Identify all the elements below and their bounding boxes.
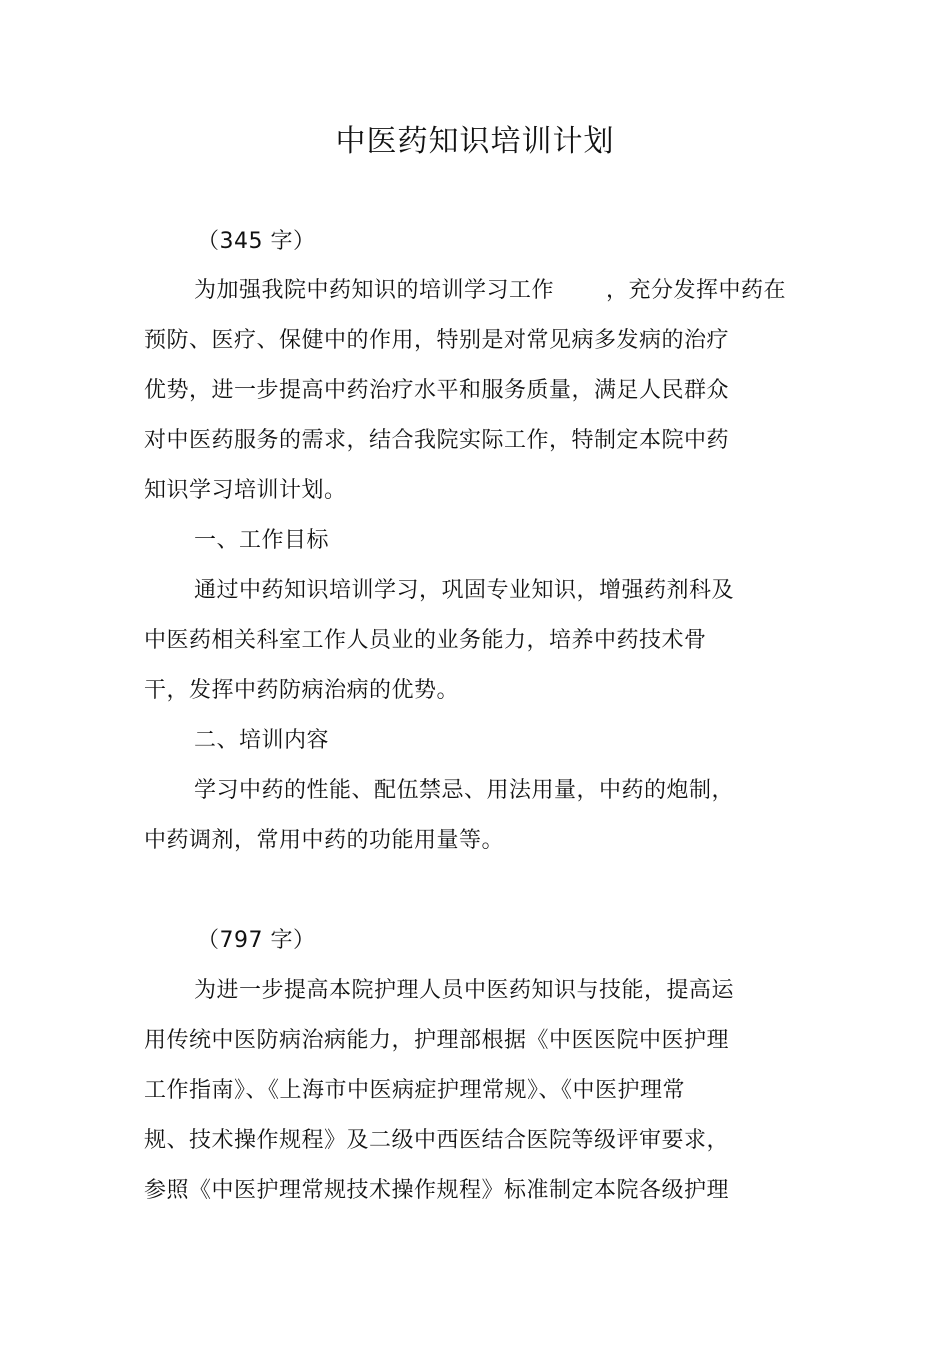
document-title: 中医药知识培训计划 (335, 124, 615, 159)
paragraph-line: 中医药相关科室工作人员业的业务能力，培养中药技术骨 (144, 628, 707, 653)
paragraph-line: 工作指南》、《上海市中医病症护理常规》、《中医护理常 (144, 1078, 686, 1103)
paragraph-line: 通过中药知识培训学习，巩固专业知识，增强药剂科及 (194, 578, 735, 603)
paragraph-line: 规、技术操作规程》及二级中西医结合医院等级评审要求， (144, 1128, 730, 1153)
section-heading: 一、工作目标 (194, 528, 330, 553)
word-count-label: （345 字） (197, 229, 316, 254)
paragraph-line: ，充分发挥中药在 (606, 278, 787, 303)
paragraph-line: 对中医药服务的需求，结合我院实际工作，特制定本院中药 (144, 428, 730, 453)
paragraph-line: 优势，进一步提高中药治疗水平和服务质量，满足人民群众 (144, 378, 730, 403)
paragraph-line: 为加强我院中药知识的培训学习工作 (194, 278, 555, 303)
paragraph-line: 中药调剂，常用中药的功能用量等。 (144, 828, 505, 853)
word-count-label: （797 字） (197, 928, 316, 953)
paragraph-line: 干，发挥中药防病治病的优势。 (144, 678, 460, 703)
paragraph-line: 为进一步提高本院护理人员中医药知识与技能，提高运 (194, 978, 735, 1003)
paragraph-line: 学习中药的性能、配伍禁忌、用法用量，中药的炮制， (194, 778, 735, 803)
paragraph-line: 用传统中医防病治病能力，护理部根据《中医医院中医护理 (144, 1028, 730, 1053)
paragraph-line: 预防、医疗、保健中的作用，特别是对常见病多发病的治疗 (144, 328, 730, 353)
section-heading: 二、培训内容 (194, 728, 330, 753)
paragraph-line: 知识学习培训计划。 (144, 478, 347, 503)
paragraph-line: 参照《中医护理常规技术操作规程》标准制定本院各级护理 (144, 1178, 730, 1203)
